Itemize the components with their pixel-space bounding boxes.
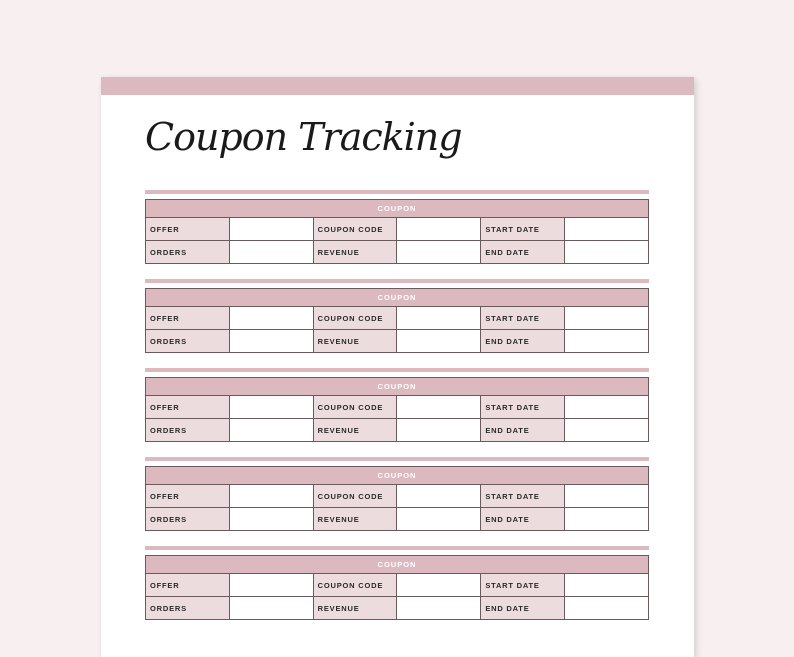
field-label: COUPON CODE [313, 396, 397, 419]
table-header: COUPON [146, 378, 649, 396]
field-label: COUPON CODE [313, 574, 397, 597]
field-value-cell[interactable] [229, 218, 313, 241]
coupon-block [145, 546, 649, 620]
coupon-table [145, 288, 649, 353]
top-band [101, 77, 694, 95]
field-label: END DATE [481, 330, 565, 353]
field-value-cell[interactable] [565, 508, 649, 531]
field-value-cell[interactable] [565, 396, 649, 419]
field-label: START DATE [481, 396, 565, 419]
field-value-cell[interactable] [397, 508, 481, 531]
table-row [146, 241, 649, 264]
coupon-block [145, 190, 649, 264]
field-label: ORDERS [146, 508, 230, 531]
field-label: START DATE [481, 485, 565, 508]
field-label: OFFER [146, 218, 230, 241]
field-value-cell[interactable] [397, 218, 481, 241]
field-value-cell[interactable] [565, 241, 649, 264]
table-row [146, 485, 649, 508]
table-row [146, 307, 649, 330]
field-value-cell[interactable] [397, 574, 481, 597]
field-label: OFFER [146, 574, 230, 597]
field-value-cell[interactable] [397, 241, 481, 264]
table-row [146, 508, 649, 531]
table-header: COUPON [146, 289, 649, 307]
field-value-cell[interactable] [397, 396, 481, 419]
field-value-cell[interactable] [565, 485, 649, 508]
field-label: START DATE [481, 218, 565, 241]
field-value-cell[interactable] [229, 574, 313, 597]
table-header: COUPON [146, 200, 649, 218]
field-label: REVENUE [313, 597, 397, 620]
field-label: REVENUE [313, 419, 397, 442]
table-header: COUPON [146, 467, 649, 485]
field-label: OFFER [146, 307, 230, 330]
field-label: REVENUE [313, 241, 397, 264]
field-value-cell[interactable] [565, 419, 649, 442]
field-label: REVENUE [313, 330, 397, 353]
divider-bar [145, 279, 649, 283]
field-value-cell[interactable] [565, 218, 649, 241]
divider-bar [145, 368, 649, 372]
field-value-cell[interactable] [229, 597, 313, 620]
coupon-table [145, 555, 649, 620]
field-label: START DATE [481, 574, 565, 597]
field-value-cell[interactable] [229, 330, 313, 353]
field-label: REVENUE [313, 508, 397, 531]
table-row [146, 597, 649, 620]
field-value-cell[interactable] [229, 508, 313, 531]
field-label: END DATE [481, 241, 565, 264]
document-page [101, 77, 694, 657]
divider-bar [145, 190, 649, 194]
field-value-cell[interactable] [565, 307, 649, 330]
field-value-cell[interactable] [397, 485, 481, 508]
divider-bar [145, 457, 649, 461]
field-label: COUPON CODE [313, 218, 397, 241]
divider-bar [145, 546, 649, 550]
field-value-cell[interactable] [397, 597, 481, 620]
page-title: Coupon Tracking [145, 115, 462, 159]
coupon-table [145, 466, 649, 531]
field-value-cell[interactable] [229, 307, 313, 330]
table-row [146, 218, 649, 241]
field-label: START DATE [481, 307, 565, 330]
field-value-cell[interactable] [565, 330, 649, 353]
field-label: END DATE [481, 597, 565, 620]
field-value-cell[interactable] [229, 396, 313, 419]
field-label: OFFER [146, 485, 230, 508]
coupon-block [145, 368, 649, 442]
field-value-cell[interactable] [565, 597, 649, 620]
field-label: COUPON CODE [313, 307, 397, 330]
coupon-table [145, 377, 649, 442]
field-label: ORDERS [146, 597, 230, 620]
field-label: END DATE [481, 419, 565, 442]
table-row [146, 396, 649, 419]
field-value-cell[interactable] [229, 419, 313, 442]
field-value-cell[interactable] [397, 330, 481, 353]
field-label: ORDERS [146, 419, 230, 442]
field-value-cell[interactable] [397, 419, 481, 442]
field-label: COUPON CODE [313, 485, 397, 508]
table-row [146, 419, 649, 442]
field-value-cell[interactable] [565, 574, 649, 597]
coupon-block [145, 457, 649, 531]
field-value-cell[interactable] [229, 485, 313, 508]
table-row [146, 574, 649, 597]
field-value-cell[interactable] [229, 241, 313, 264]
table-row [146, 330, 649, 353]
field-label: OFFER [146, 396, 230, 419]
field-label: ORDERS [146, 330, 230, 353]
coupon-block [145, 279, 649, 353]
table-header: COUPON [146, 556, 649, 574]
field-value-cell[interactable] [397, 307, 481, 330]
field-label: END DATE [481, 508, 565, 531]
field-label: ORDERS [146, 241, 230, 264]
coupon-table [145, 199, 649, 264]
